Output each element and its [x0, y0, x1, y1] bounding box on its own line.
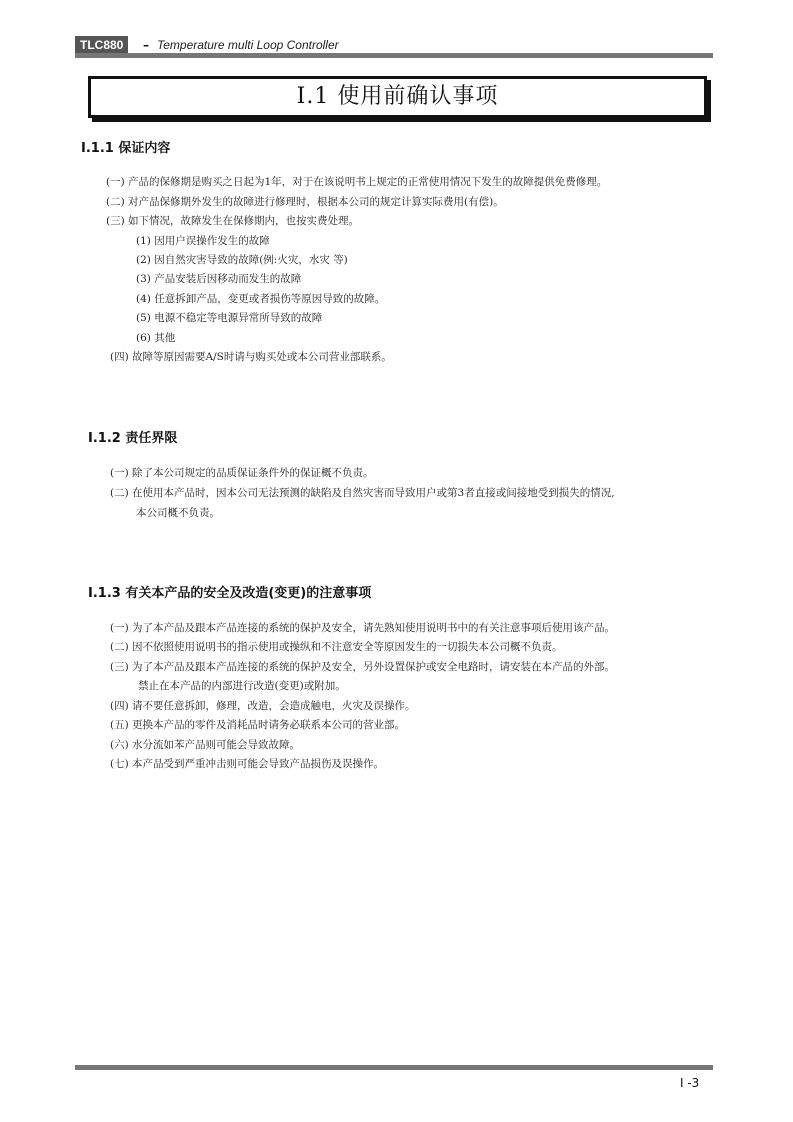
safety-item-1: (一) 为了本产品及跟本产品连接的系统的保护及安全，请先熟知使用说明书中的有关注意事项后使用该产品。	[110, 622, 616, 634]
liability-item-1: (一) 除了本公司规定的品质保证条件外的保证概不负责。	[110, 467, 374, 479]
warranty-item-3: (三) 如下情况，故障发生在保修期内，也按实费处理。	[106, 215, 360, 227]
warranty-subitem-3: (3) 产品安装后因移动而发生的故障	[136, 273, 302, 285]
safety-item-4: (四) 请不要任意拆卸，修理，改造，会造成触电，火灾及误操作。	[110, 700, 416, 712]
warranty-subitem-1: (1) 因用户误操作发生的故障	[136, 235, 270, 247]
warranty-subitem-4: (4) 任意拆卸产品，变更或者损伤等原因导致的故障。	[136, 293, 386, 305]
page-header	[75, 36, 713, 58]
page-title: I.1 使用前确认事项	[88, 76, 707, 118]
header-rule	[75, 53, 713, 58]
warranty-item-4: (四) 故障等原因需要A/S时请与购买处或本公司营业部联系。	[110, 351, 392, 363]
footer-rule	[75, 1065, 713, 1070]
header-dash: –	[143, 38, 149, 52]
section-heading-liability: I.1.2 责任界限	[88, 431, 178, 446]
warranty-subitem-5: (5) 电源不稳定等电源异常所导致的故障	[136, 312, 323, 324]
section-heading-safety: I.1.3 有关本产品的安全及改造(变更)的注意事项	[88, 586, 372, 601]
liability-item-2: (二) 在使用本产品时，因本公司无法预测的缺陷及自然灾害而导致用户或第3者直接或间接地受到损失的情况,	[110, 487, 615, 499]
safety-item-3-cont: 禁止在本产品的内部进行改造(变更)或附加。	[138, 680, 346, 692]
warranty-item-2: (二) 对产品保修期外发生的故障进行修理时，根据本公司的规定计算实际费用(有偿)。	[106, 196, 504, 208]
safety-item-3: (三) 为了本产品及跟本产品连接的系统的保护及安全，另外设置保护或安全电路时，请安装在本产品的外部。	[110, 661, 616, 673]
safety-item-6: (六) 水分流如苯产品则可能会导致故障。	[110, 739, 301, 751]
liability-item-2-cont: 本公司概不负责。	[136, 507, 220, 519]
model-badge: TLC880	[75, 36, 128, 54]
warranty-subitem-6: (6) 其他	[136, 332, 176, 344]
safety-item-7: (七) 本产品受到严重冲击则可能会导致产品损伤及误操作。	[110, 758, 385, 770]
safety-item-2: (二) 因不依照使用说明书的指示使用或操纵和不注意安全等原因发生的一切损失本公司概不负责。	[110, 641, 563, 653]
warranty-item-1: (一) 产品的保修期是购买之日起为1年，对于在该说明书上规定的正常使用情况下发生的故障提供免费修理。	[106, 176, 608, 188]
safety-item-5: (五) 更换本产品的零件及消耗品时请务必联系本公司的营业部。	[110, 719, 406, 731]
header-subtitle: Temperature multi Loop Controller	[157, 38, 339, 52]
warranty-subitem-2: (2) 因自然灾害导致的故障(例:火灾，水灾 等)	[136, 254, 348, 266]
section-heading-warranty: I.1.1 保证内容	[81, 141, 171, 156]
page-number: I -3	[680, 1076, 700, 1090]
